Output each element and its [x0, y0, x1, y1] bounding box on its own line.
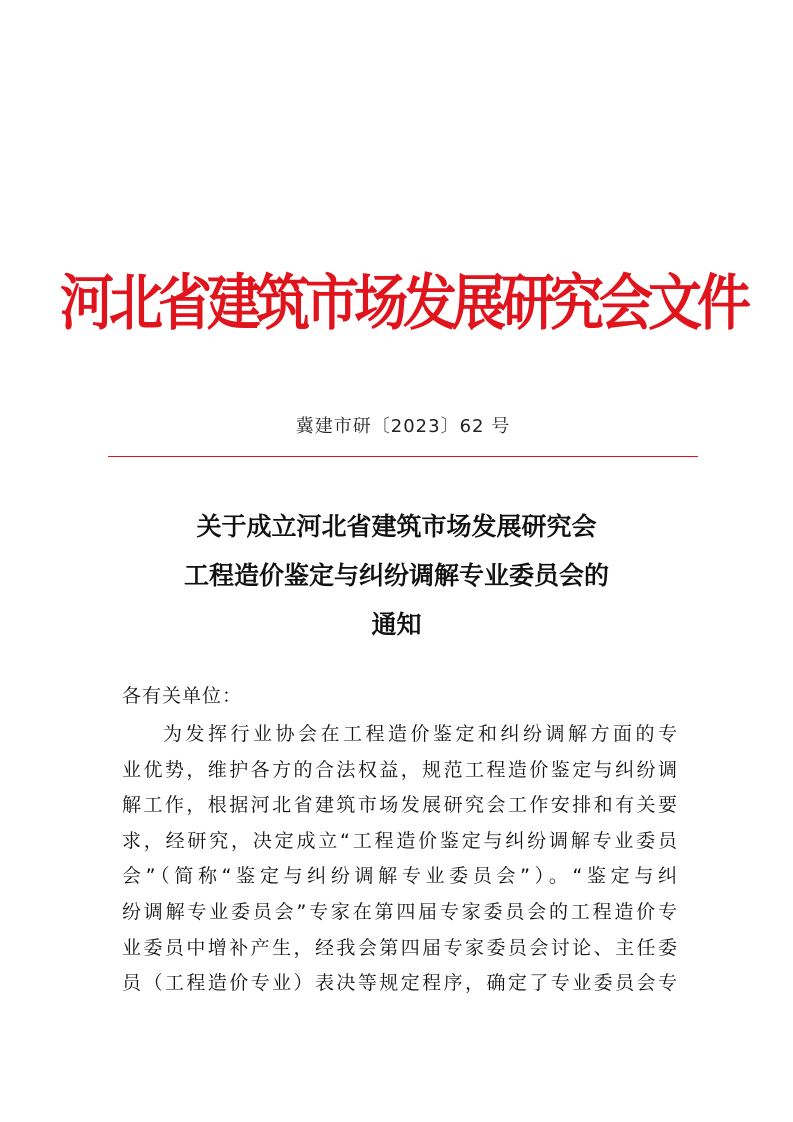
notice-title-line: 工程造价鉴定与纠纷调解专业委员会的	[183, 561, 609, 590]
body-line: 员（工程造价专业）表决等规定程序，确定了专业委员会专	[122, 972, 677, 995]
notice-title-line: 关于成立河北省建筑市场发展研究会	[196, 512, 597, 541]
body-line: 业优势，维护各方的合法权益，规范工程造价鉴定与纠纷调	[122, 758, 677, 781]
body-line: 为发挥行业协会在工程造价鉴定和纠纷调解方面的专	[163, 723, 677, 745]
salutation: 各有关单位：	[122, 685, 243, 707]
notice-title	[100, 502, 693, 649]
red-divider-line	[108, 456, 698, 457]
body-line: 业委员中增补产生，经我会第四届专家委员会讨论、主任委	[122, 936, 677, 959]
body-line: 会”（简称“鉴定与纠纷调解专业委员会”）。“鉴定与纠	[122, 865, 677, 888]
org-header: 河北省建筑市场发展研究会文件	[60, 266, 746, 338]
document-number: 冀建市研〔2023〕62 号	[295, 416, 511, 437]
body-line: 纷调解专业委员会”专家在第四届专家委员会的工程造价专	[122, 900, 677, 923]
body-line: 解工作，根据河北省建筑市场发展研究会工作安排和有关要	[122, 794, 677, 817]
body-line: 求，经研究，决定成立“工程造价鉴定与纠纷调解专业委员	[122, 829, 677, 852]
body-paragraph	[122, 717, 677, 1002]
notice-title-line: 通知	[371, 610, 422, 639]
